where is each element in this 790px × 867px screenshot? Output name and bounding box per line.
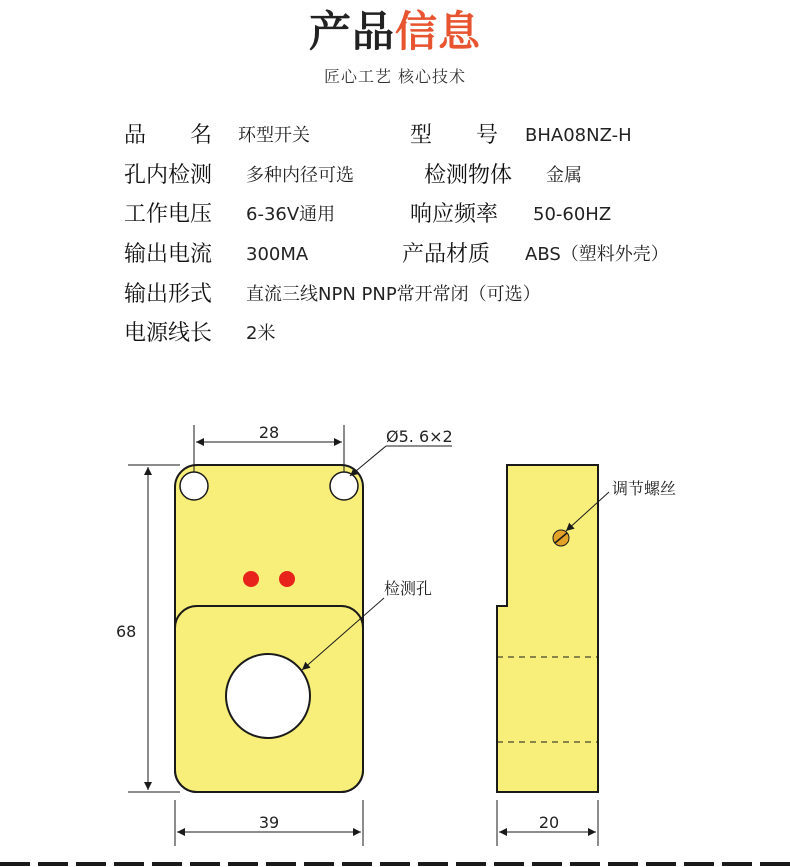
spec-value: 金属 [546,165,582,186]
detection-hole [226,654,310,738]
spec-label: 输出形式 [124,282,213,307]
led-indicator-right [279,571,295,587]
dim-height: 68 [116,622,137,641]
dim-side-width: 20 [538,813,560,832]
spec-label: 电源线长 [124,321,213,346]
bottom-divider [0,857,790,867]
spec-label: 产品材质 [402,242,491,267]
led-indicator-left [243,571,259,587]
spec-value: 50-60HZ [533,204,612,225]
side-view-body [497,465,598,792]
spec-value: 300MA [246,244,309,265]
spec-label: 品 名 [124,123,213,148]
mounting-hole-left [180,472,208,500]
dim-bottom-width: 39 [258,813,280,832]
dim-hole-diameter: Ø5. 6×2 [386,427,453,446]
spec-label: 工作电压 [124,202,213,227]
spec-value: 6-36V通用 [246,204,336,225]
dim-top-width: 28 [258,423,280,442]
spec-value: 多种内径可选 [246,165,354,186]
spec-value: ABS（塑料外壳） [525,244,669,265]
spec-value: BHA08NZ-H [525,125,632,146]
spec-value: 直流三线NPN PNP常开常闭（可选） [246,284,541,305]
title-part-2: 信息 [395,7,482,56]
spec-label: 输出电流 [124,242,213,267]
mounting-hole-right [330,472,358,500]
label-adjust-screw: 调节螺丝 [612,479,677,498]
label-detect-hole: 检测孔 [384,579,433,598]
spec-label: 检测物体 [424,163,513,188]
spec-value: 2米 [246,323,276,344]
spec-value: 环型开关 [238,125,310,146]
spec-label: 孔内检测 [124,163,213,188]
title-part-1: 产品 [308,7,395,56]
spec-label: 响应频率 [410,202,499,227]
spec-label: 型 号 [410,123,499,148]
page-subtitle: 匠心工艺 核心技术 [323,67,467,86]
